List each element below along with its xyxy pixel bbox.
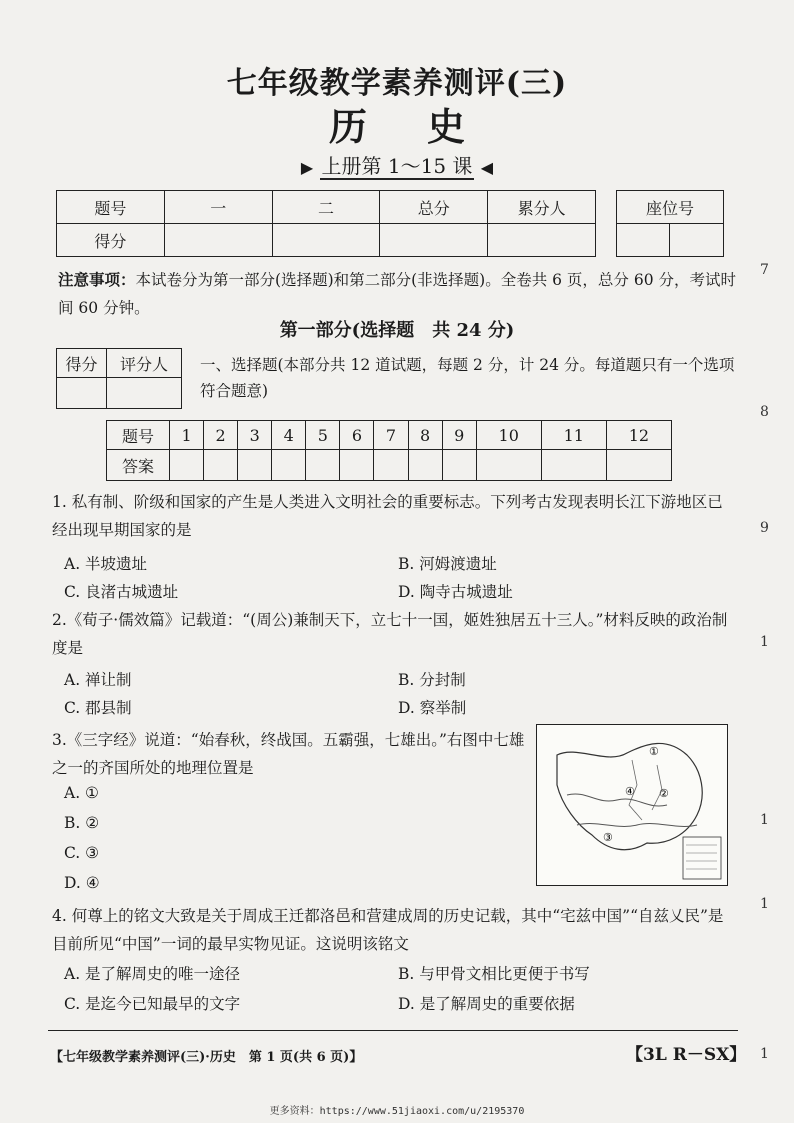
answer-number-cell: 9 (442, 421, 476, 450)
section1-instructions: 一、选择题(本部分共 12 道试题，每题 2 分，计 24 分。每道题只有一个选项符合题意) (200, 356, 735, 400)
score-header-cell: 累分人 (488, 191, 596, 224)
answer-table (106, 420, 672, 481)
scope-line (0, 150, 794, 179)
score-row-label: 得分 (57, 224, 165, 257)
seat-label: 座位号 (617, 191, 724, 224)
q2-option-d[interactable]: D. 察举制 (398, 699, 467, 717)
map-marker-3: ③ (603, 831, 613, 844)
answer-number-cell: 11 (541, 421, 606, 450)
answer-header-label: 题号 (107, 421, 170, 450)
score-header-cell: 题号 (57, 191, 165, 224)
scope-text: 上册第 1～15 课 (321, 154, 473, 178)
answer-number-cell: 4 (272, 421, 306, 450)
q3-option-b[interactable]: B. ② (64, 814, 100, 832)
triangle-right-icon: ▶ (300, 158, 314, 177)
answer-input-cell[interactable] (238, 450, 272, 481)
margin-number: 1 (760, 812, 769, 828)
answer-input-cell[interactable] (541, 450, 606, 481)
grader-name-label: 评分人 (106, 349, 181, 378)
score-input-cell[interactable] (488, 224, 596, 257)
q1-option-a[interactable]: A. 半坡遗址 (64, 555, 148, 573)
answer-number-cell: 7 (374, 421, 408, 450)
answer-input-cell[interactable] (408, 450, 442, 481)
page-title: 七年级教学素养测评(三) (226, 66, 568, 101)
grader-box (56, 348, 182, 409)
q2-option-c[interactable]: C. 郡县制 (64, 699, 132, 717)
q1-option-b[interactable]: B. 河姆渡遗址 (398, 555, 497, 573)
subject-title: 历史 (328, 104, 525, 149)
answer-input-cell[interactable] (340, 450, 374, 481)
notice (58, 266, 738, 322)
score-input-cell[interactable] (272, 224, 380, 257)
footer-code: 【3L R－SX】 (626, 1045, 747, 1065)
seat-table (616, 190, 724, 257)
answer-number-cell: 3 (238, 421, 272, 450)
q1-option-d[interactable]: D. 陶寺古城遗址 (398, 583, 513, 601)
answer-number-cell: 12 (606, 421, 671, 450)
score-table (56, 190, 596, 257)
answer-input-cell[interactable] (204, 450, 238, 481)
q2-option-b[interactable]: B. 分封制 (398, 671, 466, 689)
answer-input-cell[interactable] (306, 450, 340, 481)
notice-text: 本试卷分为第一部分(选择题)和第二部分(非选择题)。全卷共 6 页，总分 60 分，考试时间 60 分钟。 (58, 271, 736, 317)
notice-label: 注意事项： (58, 270, 136, 289)
answer-row-label: 答案 (107, 450, 170, 481)
answer-input-cell[interactable] (374, 450, 408, 481)
score-input-cell[interactable] (380, 224, 488, 257)
margin-number: 8 (760, 404, 769, 420)
q3-option-a[interactable]: A. ① (64, 784, 99, 802)
question-2-stem: 2.《荀子·儒效篇》记载道：“(周公)兼制天下，立七十一国，姬姓独居五十三人。”材料反映的政治制度是 (52, 611, 728, 657)
seat-input-cell[interactable] (670, 224, 724, 257)
map-marker-1: ① (649, 745, 659, 758)
footer-page-info: 【七年级教学素养测评(三)·历史 第 1 页(共 6 页)】 (50, 1050, 363, 1065)
answer-number-cell: 1 (170, 421, 204, 450)
score-header-cell: 二 (272, 191, 380, 224)
map-marker-4: ④ (625, 785, 635, 798)
answer-input-cell[interactable] (442, 450, 476, 481)
answer-number-cell: 8 (408, 421, 442, 450)
question-4-stem: 4. 何尊上的铭文大致是关于周成王迁都洛邑和营建成周的历史记载，其中“宅兹中国”“自兹乂民”是目前所见“中国”一词的最早实物见证。这说明该铭文 (52, 907, 724, 953)
answer-number-cell: 5 (306, 421, 340, 450)
q3-option-c[interactable]: C. ③ (64, 844, 100, 862)
score-header-cell: 总分 (380, 191, 488, 224)
answer-number-cell: 2 (204, 421, 238, 450)
score-input-cell[interactable] (164, 224, 272, 257)
answer-input-cell[interactable] (606, 450, 671, 481)
q1-option-c[interactable]: C. 良渚古城遗址 (64, 583, 179, 601)
resource-link[interactable]: 更多资料：https://www.51jiaoxi.com/u/2195370 (269, 1106, 525, 1117)
margin-number: 9 (760, 520, 769, 536)
map-drawing (537, 725, 727, 885)
answer-input-cell[interactable] (476, 450, 541, 481)
margin-number: 1 (760, 634, 769, 650)
q4-option-b[interactable]: B. 与甲骨文相比更便于书写 (398, 965, 590, 983)
margin-number: 7 (760, 262, 769, 278)
q3-option-d[interactable]: D. ④ (64, 874, 100, 892)
map-marker-2: ② (659, 787, 669, 800)
warring-states-map (536, 724, 728, 886)
seat-input-cell[interactable] (617, 224, 670, 257)
footer-divider (48, 1030, 738, 1031)
q2-option-a[interactable]: A. 禅让制 (64, 671, 132, 689)
grader-score-label: 得分 (57, 349, 107, 378)
margin-number: 1 (760, 1046, 769, 1062)
grader-name-cell[interactable] (106, 378, 181, 409)
q4-option-d[interactable]: D. 是了解周史的重要依据 (398, 995, 575, 1013)
q4-option-a[interactable]: A. 是了解周史的唯一途径 (64, 965, 241, 983)
question-1-stem: 1. 私有制、阶级和国家的产生是人类进入文明社会的重要标志。下列考古发现表明长江下游地区已经出现早期国家的是 (52, 493, 723, 539)
part1-title: 第一部分(选择题 共 24 分) (279, 320, 515, 341)
answer-input-cell[interactable] (170, 450, 204, 481)
question-3-stem: 3.《三字经》说道：“始春秋，终战国。五霸强，七雄出。”右图中七雄之一的齐国所处的地理位置是 (52, 731, 525, 777)
score-header-cell: 一 (164, 191, 272, 224)
triangle-left-icon: ◀ (480, 158, 494, 177)
answer-input-cell[interactable] (272, 450, 306, 481)
grader-score-cell[interactable] (57, 378, 107, 409)
answer-number-cell: 6 (340, 421, 374, 450)
answer-number-cell: 10 (476, 421, 541, 450)
q4-option-c[interactable]: C. 是迄今已知最早的文字 (64, 995, 241, 1013)
margin-number: 1 (760, 896, 769, 912)
